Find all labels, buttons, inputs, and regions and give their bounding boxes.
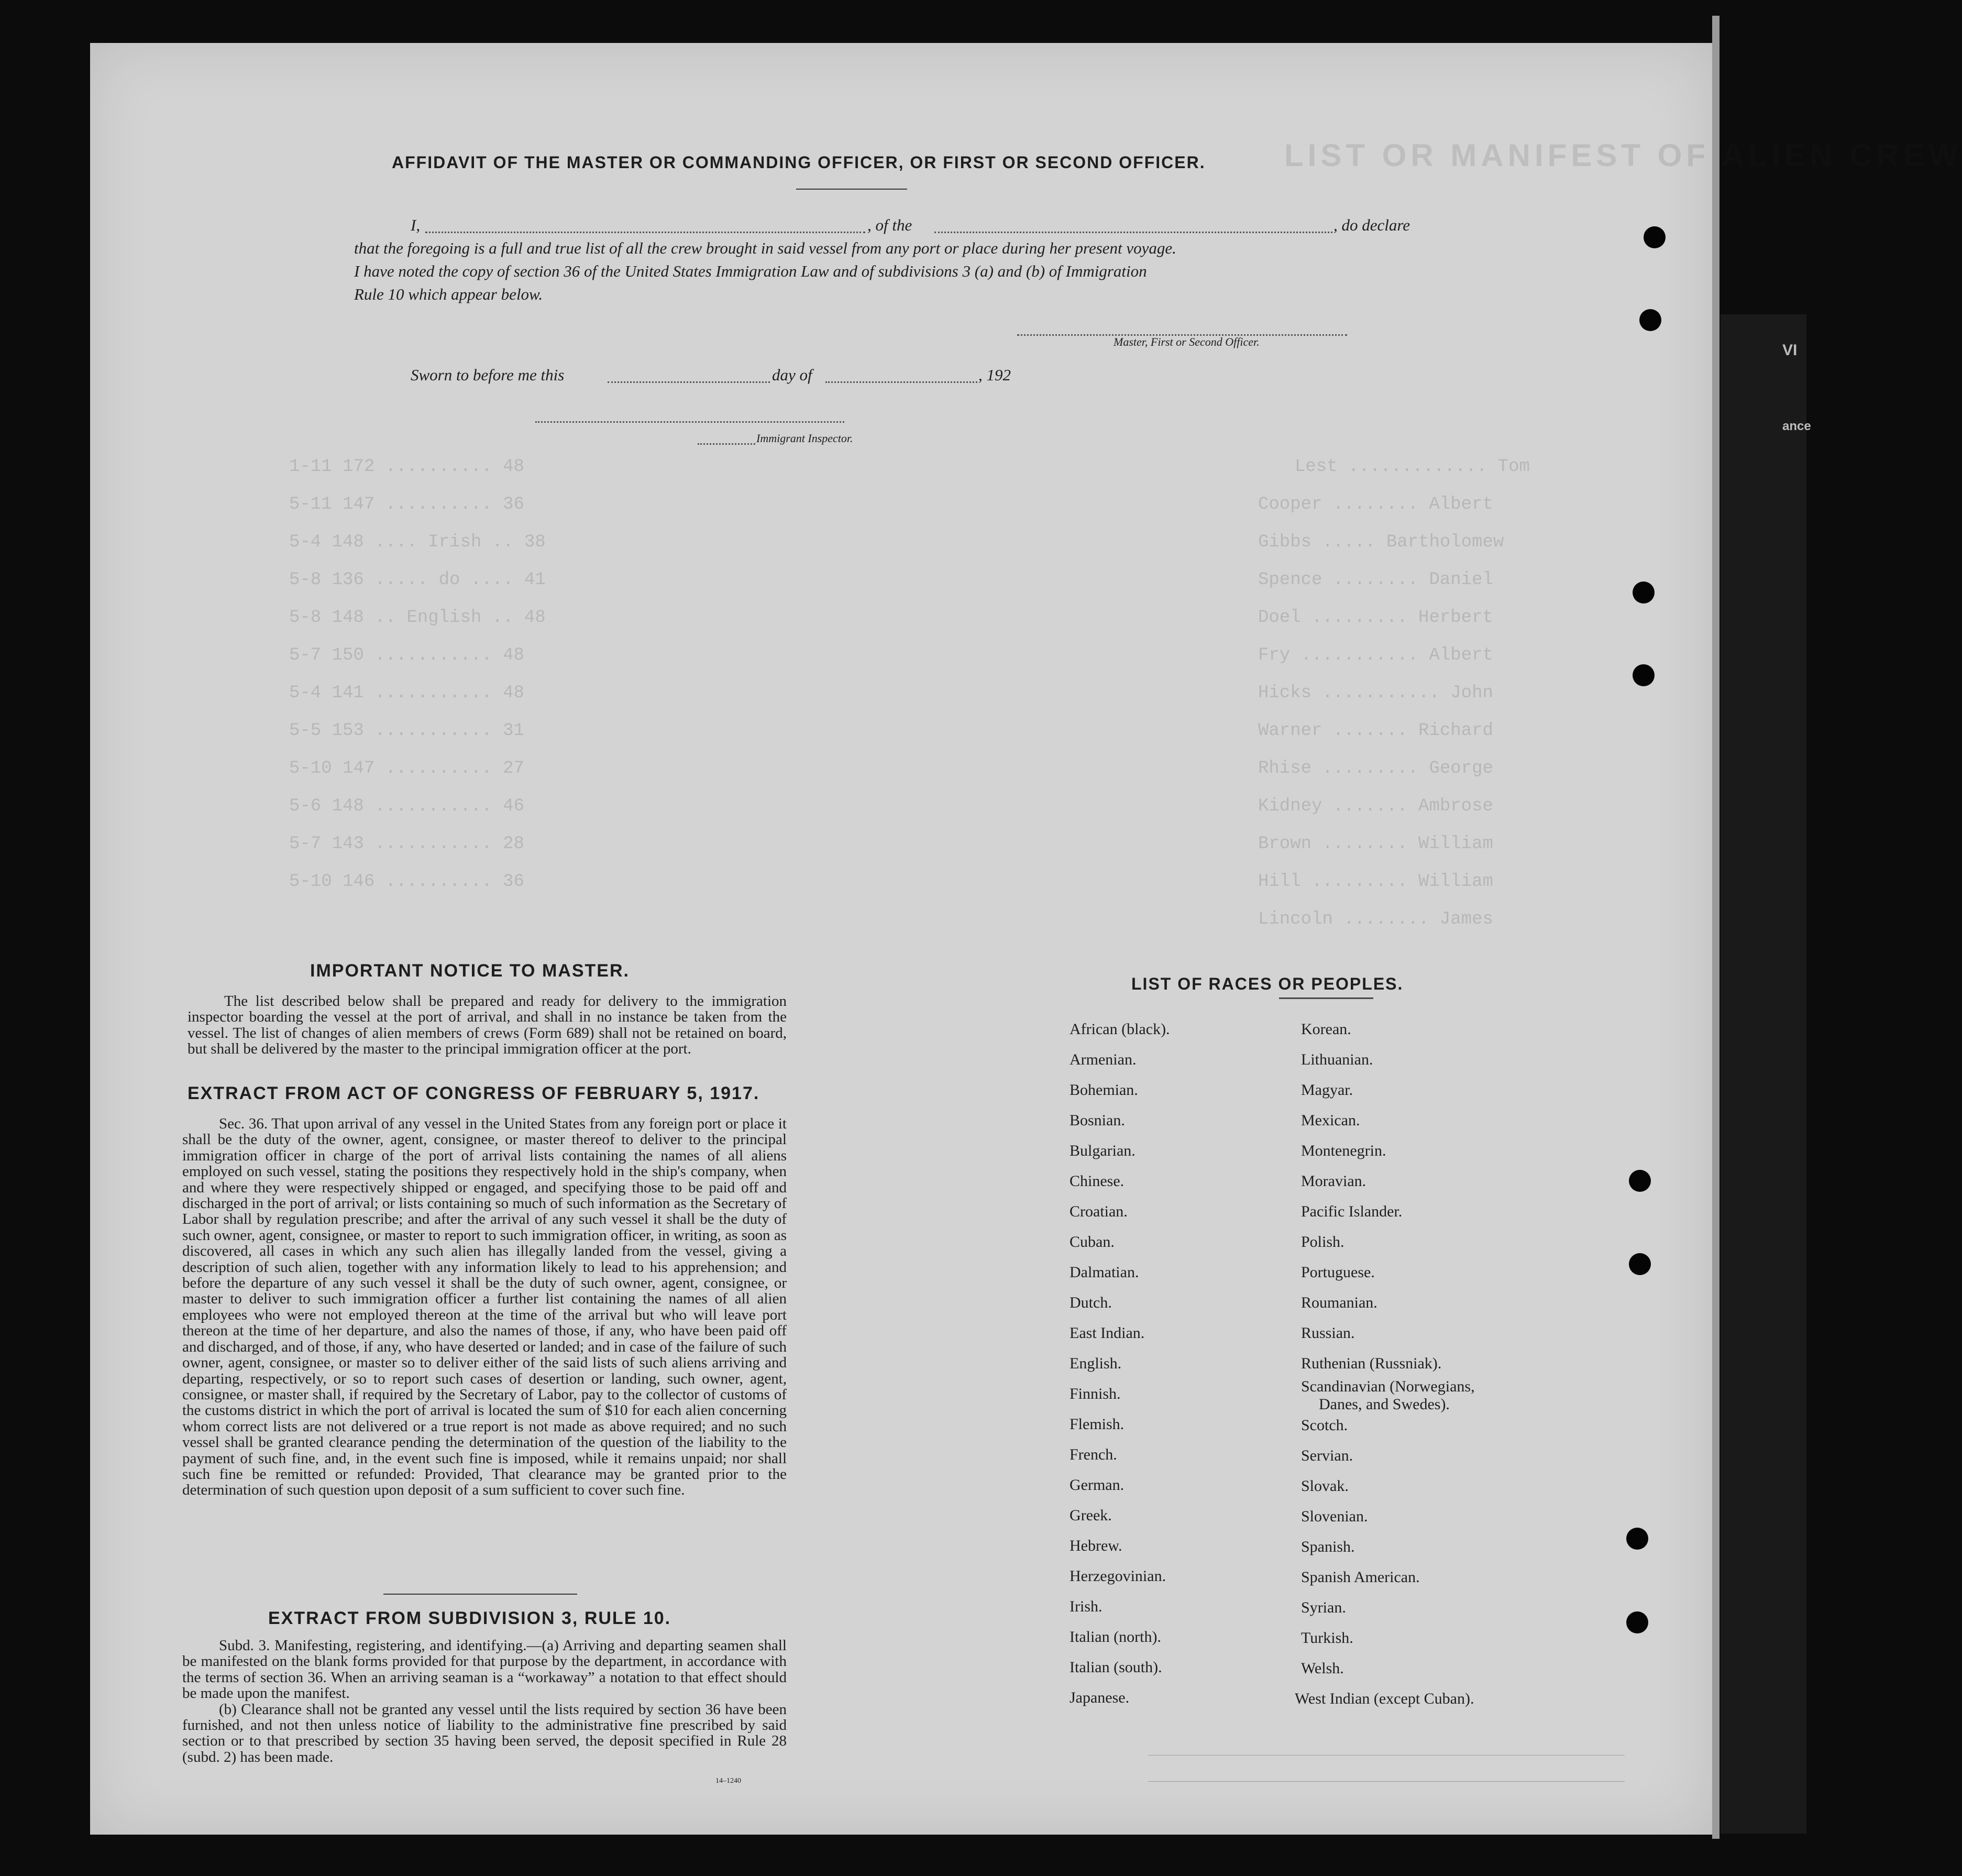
race-item: Dutch.: [1070, 1294, 1112, 1311]
race-item: Irish.: [1070, 1598, 1103, 1615]
notice-title: IMPORTANT NOTICE TO MASTER.: [310, 961, 630, 981]
punch-hole: [1626, 1611, 1648, 1633]
notice-text: The list described below shall be prepared and ready for delivery to the immigration inspector boarding the vessel at the port of arrival, and shall in no instance be taken from the vessel. The list of changes of alien members of crews (Form 689) shall not be retained on board, but shall be delivered by the master to the principal immigration officer at the port.: [188, 993, 787, 1058]
race-item: East Indian.: [1070, 1324, 1145, 1342]
race-item: Bosnian.: [1070, 1112, 1125, 1129]
year-label: , 192: [978, 366, 1011, 384]
section-divider: [383, 1594, 577, 1595]
extract-act-body: [182, 1116, 787, 1498]
race-item: Armenian.: [1070, 1051, 1137, 1068]
race-item: Scotch.: [1301, 1417, 1348, 1434]
punch-hole: [1626, 1528, 1648, 1550]
race-item: Greek.: [1070, 1507, 1112, 1524]
affidavit-line-1: that the foregoing is a full and true list of all the crew brought in said vessel from any port or place during her present voyage.: [354, 239, 1176, 257]
document-page: LIST OR MANIFEST OF ALIEN CREW Lest ............. Tom Cooper ........ Albert Gibbs ..... Bartholomew Spence ........ Daniel Doel ......... Herbert Fry ........... Albert Hicks ........... John Warner ....... Richard Rhise ......... George Kidney ....... Ambrose Brown ........ William Hill ......... William Lincoln ........ James 1-11 172 .......... 48 5-11 147 .......... 36 5-4 148 .... Irish .. 38 5-8 136 ..... do .... 41 5-8 148 .. English .. 48 5-7 150 ........... 48 5-4 141 ........... 48 5-5 153 ........... 31 5-10 147 .......... 27 5-6 148 ........... 46 5-7 143 ........... 28 5-10 146 .......... 36 AFFIDAVIT OF THE MASTER OR COMMANDING OFFICER, OR FIRST OR SECOND OFFICER. I, , of the , do declare that the foregoing is a full and true list of all the crew brought in said vessel from any port or place during her present voyage. I have noted the copy of section 36 of the United States Immigration Law and of subdivisions 3 (a) and (b) of Immigration Rule 10 which appear below. Master, First or Second Officer. Sworn to before me this day of , 192 Immigrant Inspector. IMPORTANT NOTICE TO MASTER. The list described below shall be prepared and ready for delivery to the immigration inspector boarding the vessel at the port of arrival, and shall in no instance be taken from the vessel. The list of changes of alien members of crews (Form 689) shall not be retained on board, but shall be delivered by the master to the principal immigration officer at the port. EXTRACT FROM ACT OF CONGRESS OF FEBRUARY 5, 1917. Sec. 36. That upon arrival of any vessel in the United States from any foreign port or place it shall be the duty of the owner, agent, consignee, or master thereof to deliver to the principal immigration officer in charge of the port of arrival lists containing the names of all aliens employed on such vessel, stating the positions they respectively hold in the ship's company, when and where they were respectively shipped or engaged, and specifying those to be paid off and discharged in the port of arrival; or lists containing so much of such information as the Secretary of Labor shall by regulation prescribe; and after the arrival of any such vessel it shall be the duty of such owner, agent, consignee, or master to report to such immigration officer, in writing, as soon as discovered, all cases in which any such alien has illegally landed from the vessel, giving a description of such alien, together with any information likely to lead to his apprehension; and before the departure of any such vessel it shall be the duty of such owner, agent, consignee, or master to deliver to such immigration officer a further list containing the names of all alien employees who were not employed thereon at the time of the arrival but who will leave port thereon at the time of her departure, and also the names of those, if any, who have been paid off and discharged, and of those, if any, who have deserted or landed; and in case of the failure of such owner, agent, consignee, or master so to deliver either of the said lists of such aliens arriving and departing, respectively, or so to report such cases of desertion or landing, such owner, agent, consignee, or master shall, if required by the Secretary of Labor, pay to the collector of customs of the customs district in which the port of arrival is located the sum of $10 for each alien concerning whom correct lists are not delivered or a true report is not made as above required; and no such vessel shall be granted clearance pending the determination of the question of the liability to the payment of such fine, and, in the event such fine is imposed, while it remains unpaid; nor shall such fine be remitted or refunded: Provided, That clearance may be granted prior to the determination of such question upon deposit of a sum sufficient to cover such fine. EXTRACT FROM SUBDIVISION 3, RULE 10. Subd. 3. Manifesting, registering, and identifying.—(a) Arriving and departing seamen shall be manifested on the blank forms provided for that purpose by the department, in accordance with the terms of section 36. When an arriving seaman is a “workaway” a notation to that effect should be made upon the manifest. (b) Clearance shall not be granted any vessel until the lists required by section 36 have been furnished, and not then unless notice of liability to the administrative fine prescribed by said section or to that prescribed by section 35 having been served, the deposit specified in Rule 28 (subd. 2) has been made. 14–1240 LIST OF RACES OR PEOPLES. African (black). Armenian. Bohemian. Bosnian. Bulgarian. Chinese. Croatian. Cuban. Dalmatian. Dutch. East Indian. English. Finnish. Flemish. French. German. Greek. Hebrew. Herzegovinian. Irish. Italian (north). Italian (south). Japanese. Korean. Lithuanian. Magyar. Mexican. Montenegrin. Moravian. Pacific Islander. Polish. Portuguese. Roumanian. Russian. Ruthenian (Russniak). Scandinavian (Norwegians, Danes, and Swedes). Scotch. Servian. Slovak. Slovenian. Spanish. Spanish American. Syrian. Turkish. Welsh. West Indian (except Cuban).: [90, 43, 1712, 1835]
race-item: Herzegovinian.: [1070, 1567, 1166, 1585]
race-item: Danes, and Swedes).: [1319, 1396, 1450, 1413]
race-item: Bulgarian.: [1070, 1142, 1136, 1159]
race-item: Slovenian.: [1301, 1508, 1368, 1525]
race-item: Polish.: [1301, 1233, 1344, 1250]
race-item: Roumanian.: [1301, 1294, 1377, 1311]
race-item: Spanish.: [1301, 1538, 1355, 1555]
faint-footer-line: [1148, 1755, 1625, 1756]
race-item: Moravian.: [1301, 1172, 1366, 1190]
inspector-caption: Immigrant Inspector.: [756, 432, 853, 445]
vessel-blank[interactable]: [934, 232, 1332, 233]
title-underline: [796, 189, 907, 190]
adjacent-page-strip: [1721, 314, 1811, 1834]
strip-text-2: ance: [1782, 419, 1811, 433]
race-item: Montenegrin.: [1301, 1142, 1386, 1159]
punch-hole: [1633, 582, 1655, 604]
race-item: Scandinavian (Norwegians,: [1301, 1378, 1475, 1395]
subdivision-a-text: Subd. 3. Manifesting, registering, and identifying.—(a) Arriving and departing seamen shall be manifested on the blank forms provided for that purpose by the department, in accordance with the terms of section 36. When an arriving seaman is a “workaway” a notation to that effect should be made upon the manifest.: [182, 1637, 787, 1702]
race-item: Magyar.: [1301, 1081, 1353, 1099]
master-signature-caption: Master, First or Second Officer.: [1114, 335, 1260, 348]
sworn-day-blank[interactable]: [608, 381, 770, 383]
affidavit-i-label: I,: [411, 216, 421, 234]
races-title-underline: [1279, 997, 1373, 999]
race-item: Finnish.: [1070, 1385, 1121, 1402]
race-item: Italian (north).: [1070, 1628, 1161, 1645]
strip-text-1: VI: [1782, 342, 1798, 359]
race-item: English.: [1070, 1355, 1122, 1372]
punch-hole: [1639, 309, 1661, 331]
race-item: Portuguese.: [1301, 1264, 1375, 1281]
race-item: Flemish.: [1070, 1416, 1125, 1433]
extract-rule-title: EXTRACT FROM SUBDIVISION 3, RULE 10.: [268, 1608, 671, 1628]
race-item: Slovak.: [1301, 1477, 1349, 1495]
race-item: Servian.: [1301, 1447, 1353, 1464]
race-item: Dalmatian.: [1070, 1264, 1139, 1281]
race-item: Japanese.: [1070, 1689, 1130, 1706]
race-item: Chinese.: [1070, 1172, 1125, 1190]
race-item: Croatian.: [1070, 1203, 1128, 1220]
day-of-label: day of: [772, 366, 812, 384]
punch-hole: [1629, 1253, 1651, 1275]
race-item: Lithuanian.: [1301, 1051, 1373, 1068]
punch-hole: [1629, 1170, 1651, 1192]
punch-hole: [1644, 226, 1666, 248]
race-item: Bohemian.: [1070, 1081, 1138, 1099]
race-item: Syrian.: [1301, 1599, 1346, 1616]
race-item: German.: [1070, 1476, 1125, 1494]
extract-rule-body: [182, 1638, 787, 1765]
races-title: LIST OF RACES OR PEOPLES.: [1131, 974, 1404, 993]
affidavit-do-declare-label: , do declare: [1333, 216, 1410, 234]
race-item: Cuban.: [1070, 1233, 1115, 1250]
race-item: Turkish.: [1301, 1629, 1353, 1647]
sworn-label: Sworn to before me this: [411, 366, 565, 384]
affidavit-line-3: Rule 10 which appear below.: [354, 285, 543, 303]
race-item: French.: [1070, 1446, 1117, 1463]
section-36-text: Sec. 36. That upon arrival of any vessel in the United States from any foreign port or place it shall be the duty of the owner, agent, consignee, or master thereof to deliver to the principal immigration officer in charge of the port of arrival lists containing the names of all aliens employed on such vessel, stating the positions they respectively hold in the ship's company, when and where they were respectively shipped or engaged, and specifying those to be paid off and discharged in the port of arrival; or lists containing so much of such information as the Secretary of Labor shall by regulation prescribe; and after the arrival of any such vessel it shall be the duty of such owner, agent, consignee, or master to report to such immigration officer, in writing, as soon as discovered, all cases in which any such alien has illegally landed from the vessel, giving a description of such alien, together with any information likely to lead to his apprehension; and before the departure of any such vessel it shall be the duty of such owner, agent, consignee, or master to deliver to such immigration officer a further list containing the names of all alien employees who were not employed thereon at the time of the arrival but who will leave port thereon at the time of her departure, and also the names of those, if any, who have been paid off and discharged, and of those, if any, who have deserted or landed; and in case of the failure of such owner, agent, consignee, or master so to deliver either of the said lists of such aliens arriving and departing, respectively, or so to report such cases of desertion or landing, such owner, agent, consignee, or master shall, if required by the Secretary of Labor, pay to the collector of customs of the customs district in which the port of arrival is located the sum of $10 for each alien concerning whom correct lists are not delivered or a true report is not made as above required; and no such vessel shall be granted clearance pending the determination of the question of the liability to the payment of such fine, and, in the event such fine is imposed, while it remains unpaid; nor shall such fine be remitted or refunded: Provided, That clearance may be granted prior to the determination of such question upon deposit of a sum sufficient to cover such fine.: [182, 1115, 787, 1499]
inspector-signature-line[interactable]: [535, 421, 844, 423]
form-number: 14–1240: [715, 1777, 741, 1785]
race-item: West Indian (except Cuban).: [1295, 1690, 1474, 1707]
notice-body: [188, 993, 787, 1057]
affidavit-line-2: I have noted the copy of section 36 of the United States Immigration Law and of subdivisions 3 (a) and (b) of Immigration: [354, 262, 1147, 280]
race-item: Korean.: [1301, 1021, 1351, 1038]
sworn-month-blank[interactable]: [825, 381, 977, 383]
race-item: African (black).: [1070, 1021, 1170, 1038]
affidavit-of-the-label: , of the: [867, 216, 912, 234]
race-item: Hebrew.: [1070, 1537, 1122, 1554]
affidavit-title: AFFIDAVIT OF THE MASTER OR COMMANDING OFFICER, OR FIRST OR SECOND OFFICER.: [392, 153, 1206, 172]
race-item: Pacific Islander.: [1301, 1203, 1403, 1220]
race-item: Russian.: [1301, 1324, 1355, 1342]
subdivision-b-text: (b) Clearance shall not be granted any vessel until the lists required by section 36 have been furnished, and not then unless notice of liability to the administrative fine prescribed by said section or to that prescribed by section 35 having been served, the deposit specified in Rule 28 (subd. 2) has been made.: [182, 1701, 787, 1765]
inspector-caption-lead: [698, 443, 755, 445]
extract-act-title: EXTRACT FROM ACT OF CONGRESS OF FEBRUARY 5, 1917.: [188, 1083, 760, 1103]
punch-hole: [1633, 664, 1655, 686]
race-item: Spanish American.: [1301, 1568, 1420, 1586]
page-edge: [1712, 16, 1719, 1839]
race-item: Italian (south).: [1070, 1659, 1162, 1676]
race-item: Mexican.: [1301, 1112, 1360, 1129]
faint-footer-line: [1148, 1781, 1625, 1782]
name-blank[interactable]: [425, 232, 865, 233]
race-item: Welsh.: [1301, 1660, 1344, 1677]
race-item: Ruthenian (Russniak).: [1301, 1355, 1442, 1372]
